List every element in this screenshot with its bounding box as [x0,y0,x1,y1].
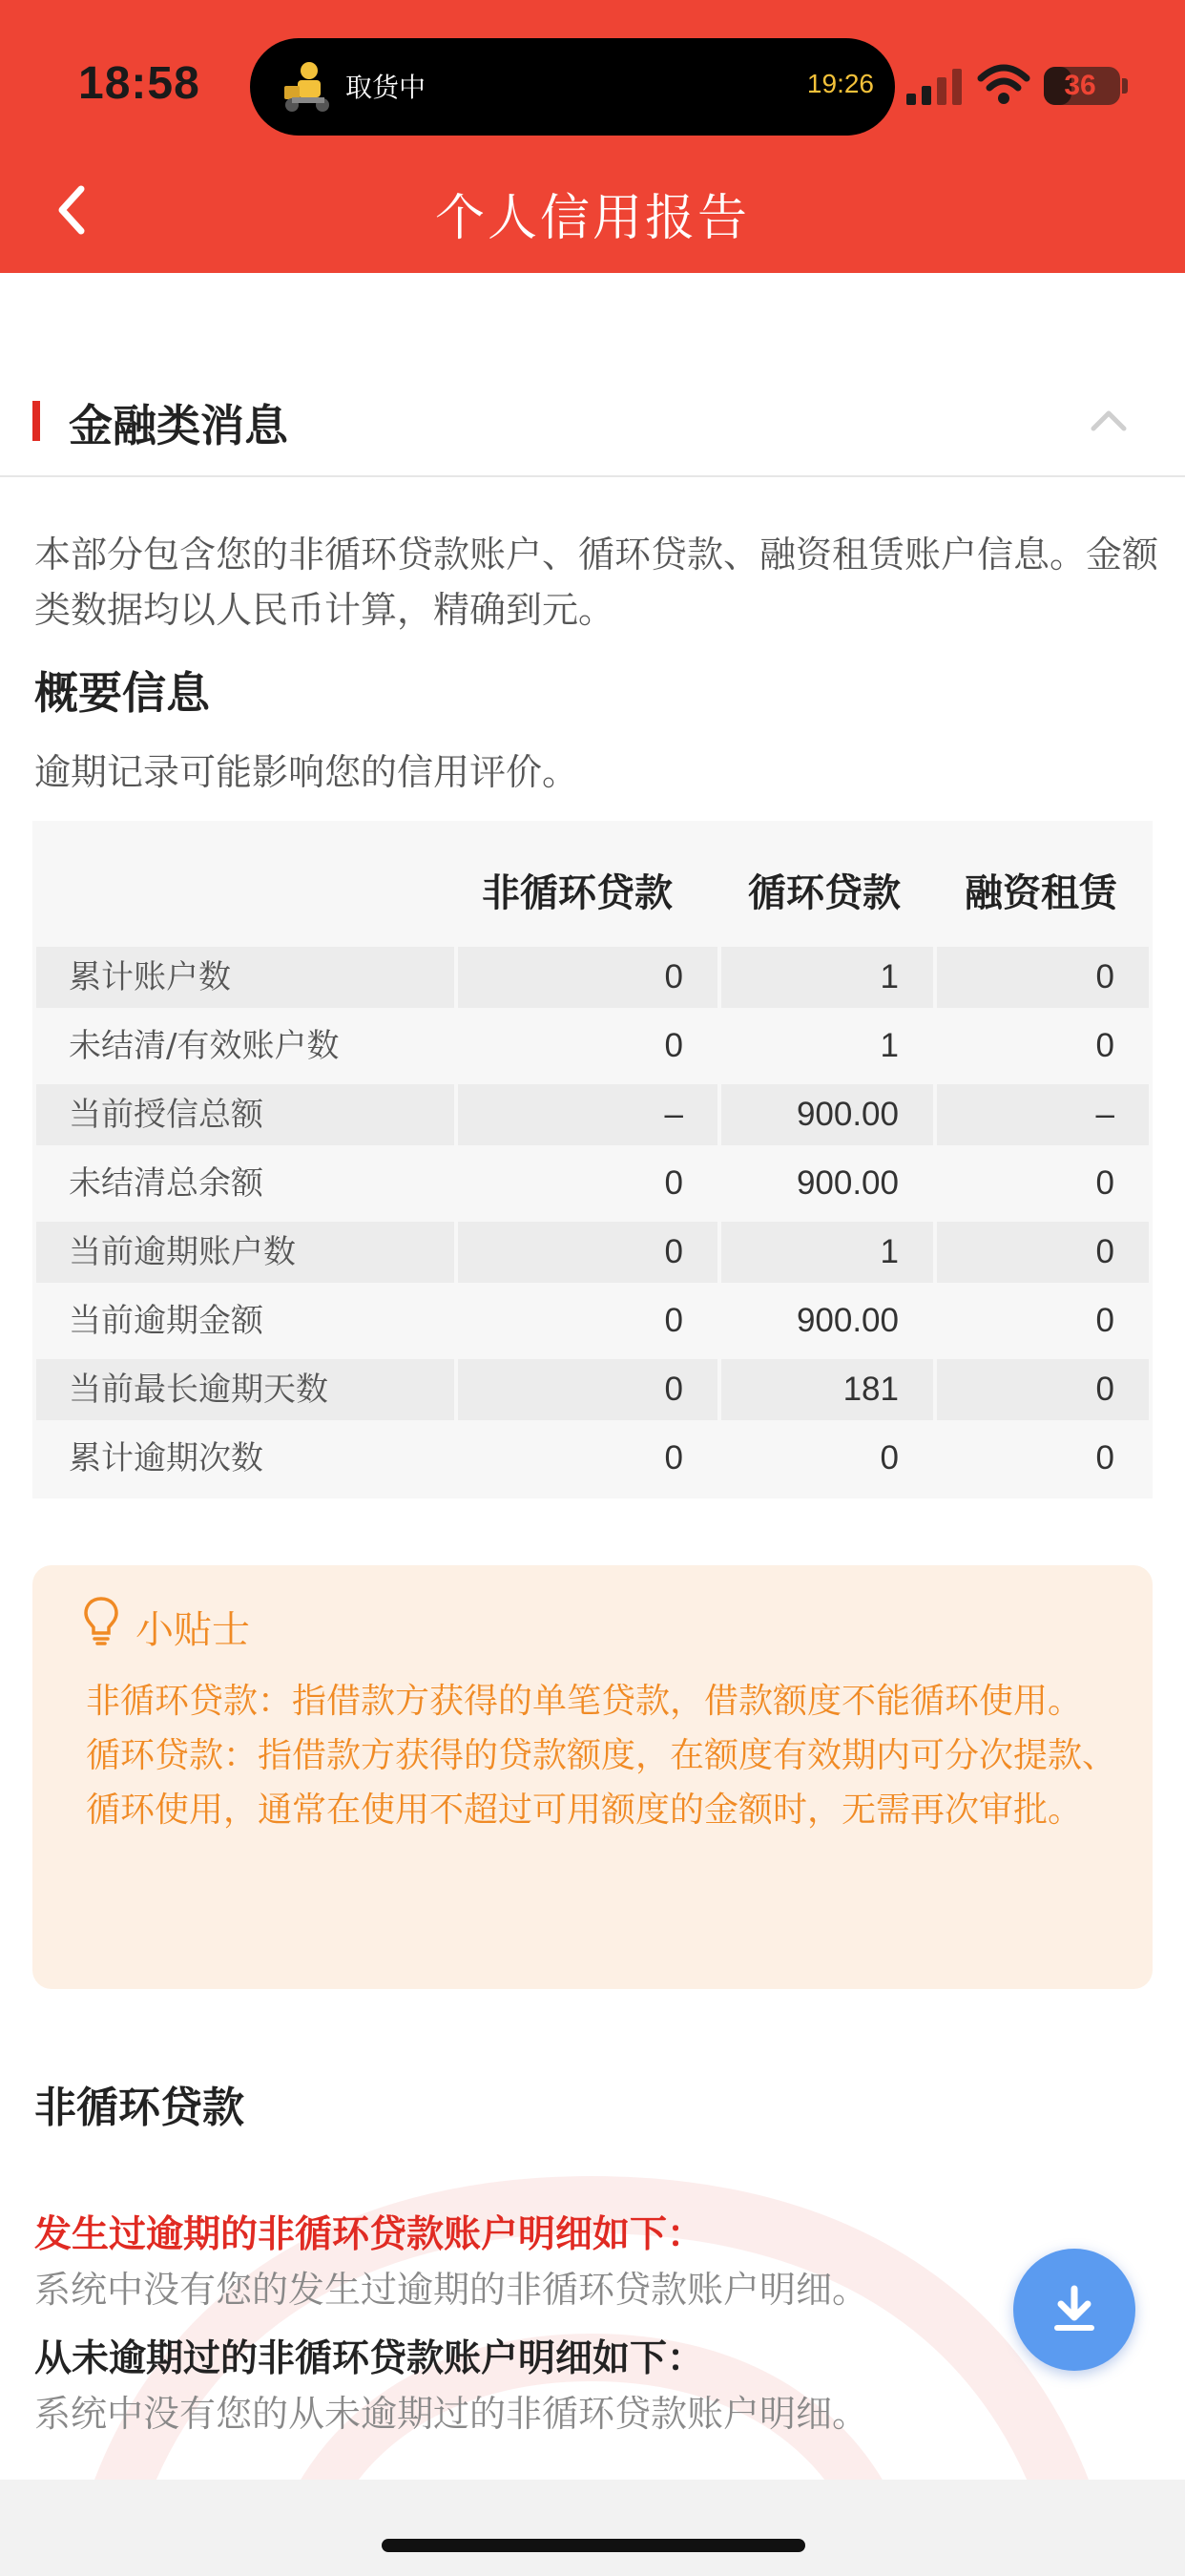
non-revolving-title: 非循环贷款 [34,2084,244,2132]
row-value: 0 [1095,1302,1114,1339]
section-intro: 本部分包含您的非循环贷款账户、循环贷款、融资租赁账户信息。金额类数据均以人民币计算，精确到元。 [34,534,1159,631]
wifi-icon [977,63,1030,105]
collapse-button[interactable] [1080,391,1137,449]
row-value: 0 [458,1359,717,1420]
table-header [32,821,1153,945]
row-value: – [458,1084,717,1145]
table-row [32,1151,1153,1216]
section-header-financial[interactable] [0,363,1185,477]
battery-cap [1122,78,1128,94]
tips-title: 小贴士 [135,1608,250,1652]
tips-box [32,1565,1153,1989]
row-label: 当前逾期金额 [69,1302,263,1340]
column-header-revolving: 循环贷款 [748,871,901,915]
row-value: 0 [1095,1164,1114,1202]
row-value: 0 [937,947,1149,1008]
row-label: 当前逾期账户数 [36,1222,454,1283]
summary-table [32,821,1153,1498]
section-accent-bar [32,401,40,441]
row-label: 累计账户数 [36,947,454,1008]
row-value: 0 [664,1302,683,1339]
row-value: 0 [664,1439,683,1476]
never-overdue-empty-text: 系统中没有您的从未逾期过的非循环贷款账户明细。 [34,2393,869,2435]
row-label: 未结清/有效账户数 [69,1027,340,1065]
tips-body [86,1674,1116,1837]
row-label: 当前授信总额 [36,1084,454,1145]
overdue-empty-text: 系统中没有您的发生过逾期的非循环贷款账户明细。 [34,2269,869,2311]
row-value: 900.00 [796,1302,899,1339]
section-title: 金融类消息 [69,400,288,451]
row-value: 0 [1095,1027,1114,1064]
status-time: 18:58 [78,58,200,109]
column-header-leasing: 融资租赁 [965,871,1117,915]
row-value: 900.00 [721,1084,933,1145]
row-label: 未结清总余额 [69,1164,263,1203]
summary-note: 逾期记录可能影响您的信用评价。 [34,751,579,793]
table-row [32,945,1153,1010]
page-title: 个人信用报告 [434,190,750,247]
never-overdue-heading: 从未逾期过的非循环贷款账户明细如下： [34,2337,705,2380]
table-row [32,1357,1153,1422]
row-value: 1 [721,1222,933,1283]
summary-title: 概要信息 [34,667,210,719]
chevron-up-icon [1088,406,1130,434]
row-label: 累计逾期次数 [69,1439,263,1477]
row-value: 181 [721,1359,933,1420]
island-status-text: 取货中 [345,72,426,103]
table-row [32,1220,1153,1285]
dynamic-island[interactable] [250,38,895,136]
row-value: 0 [458,1222,717,1283]
row-value: 1 [880,1027,899,1064]
island-eta: 19:26 [806,69,874,98]
battery-indicator [1044,67,1120,105]
row-label: 当前最长逾期天数 [36,1359,454,1420]
row-value: 0 [937,1359,1149,1420]
home-indicator[interactable] [382,2539,805,2552]
overdue-heading: 发生过逾期的非循环贷款账户明细如下： [34,2213,705,2256]
table-row [32,1426,1153,1491]
download-button[interactable] [1013,2249,1135,2371]
row-value: 0 [458,947,717,1008]
cellular-signal-icon [906,69,966,105]
row-value: 900.00 [796,1164,899,1202]
row-value: – [937,1084,1149,1145]
row-value: 0 [664,1027,683,1064]
download-icon [1048,2283,1101,2336]
tip-non-revolving: 非循环贷款：指借款方获得的单笔贷款，借款额度不能循环使用。 [86,1682,1083,1721]
delivery-rider-icon [279,57,338,116]
table-row [32,1082,1153,1147]
bottom-safe-area [0,2480,1185,2576]
table-row [32,1288,1153,1353]
row-value: 0 [1095,1439,1114,1476]
row-value: 0 [880,1439,899,1476]
table-row [32,1014,1153,1079]
column-header-non-revolving: 非循环贷款 [482,871,673,915]
row-value: 1 [721,947,933,1008]
top-bar [0,0,1185,273]
row-value: 0 [937,1222,1149,1283]
row-value: 0 [664,1164,683,1202]
tip-revolving: 循环贷款：指借款方获得的贷款额度，在额度有效期内可分次提款、循环使用，通常在使用不超过可用额度的金额时，无需再次审批。 [86,1736,1117,1830]
lightbulb-icon [82,1596,120,1645]
battery-level: 36 [1064,70,1096,101]
